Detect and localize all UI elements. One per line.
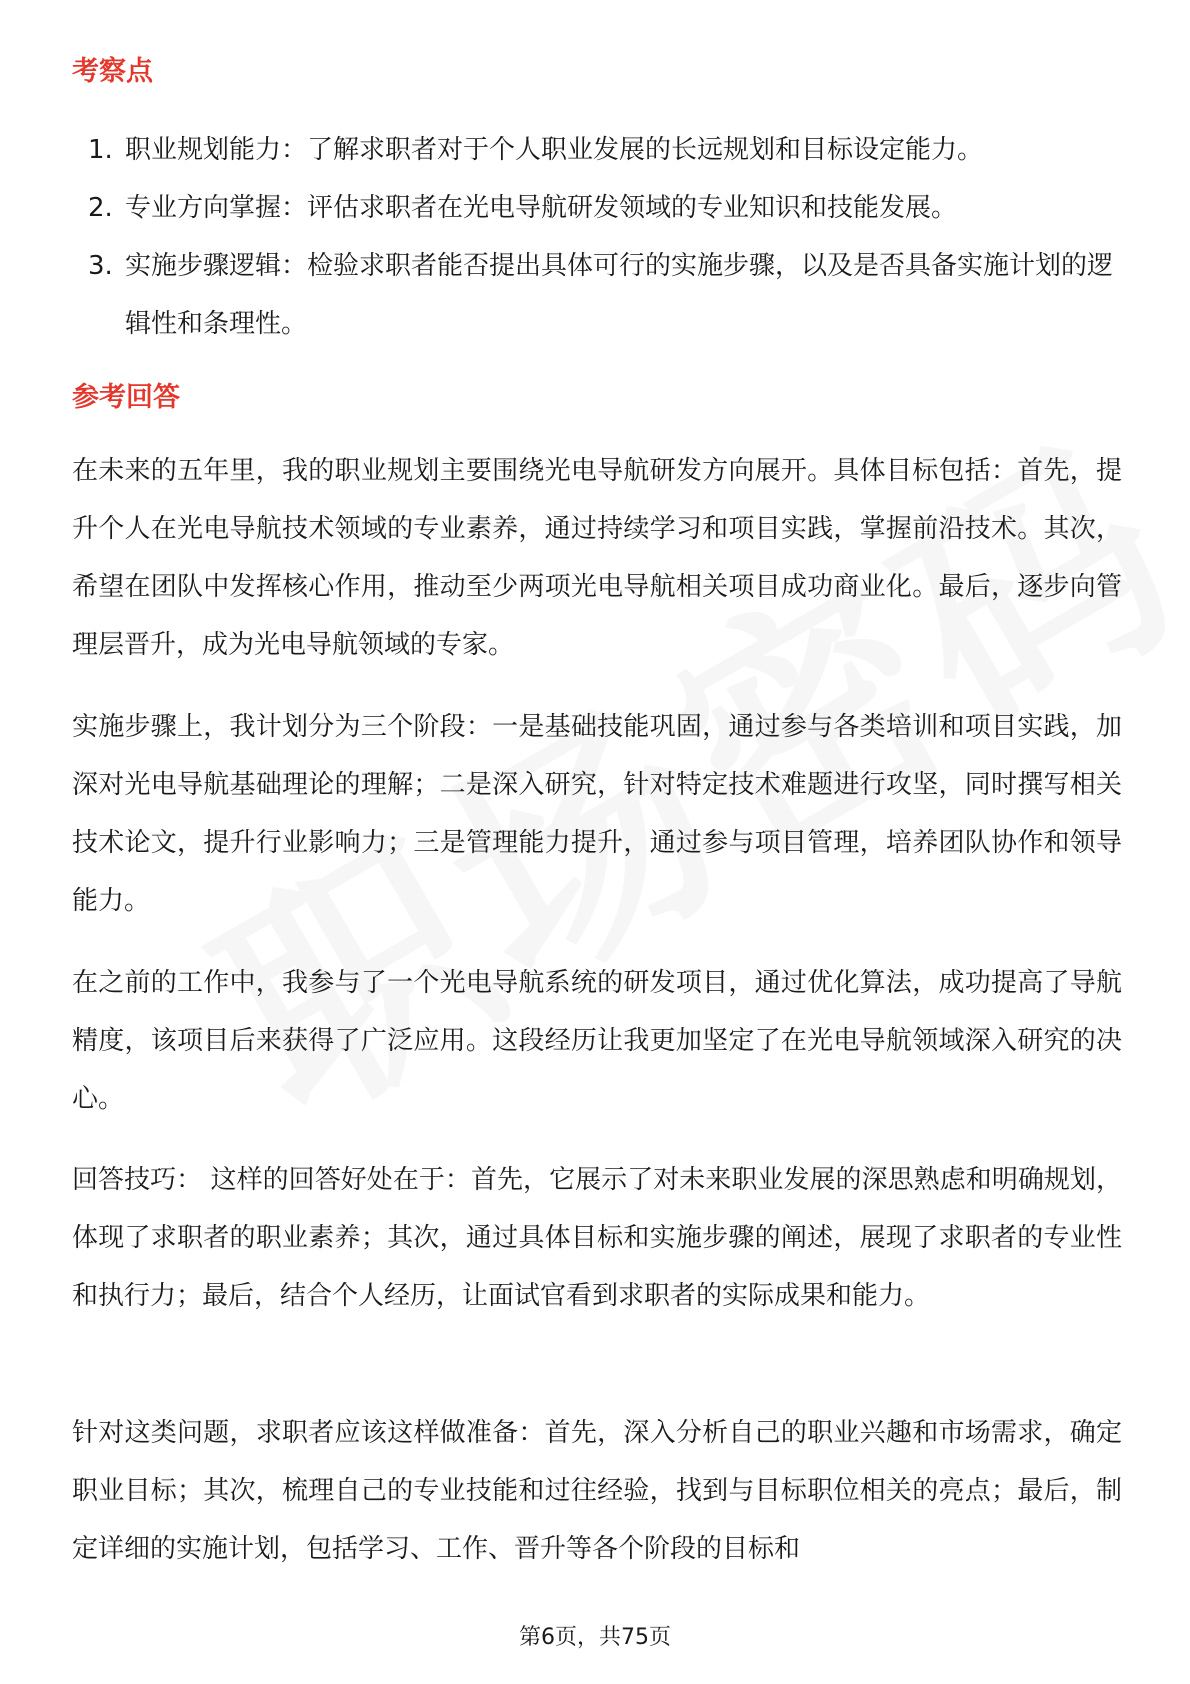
list-item-number: 3. [88, 251, 113, 281]
list-item-text: 专业方向掌握：评估求职者在光电导航研发领域的专业知识和技能发展。 [125, 193, 958, 223]
answer-paragraph: 在未来的五年里，我的职业规划主要围绕光电导航研发方向展开。具体目标包括：首先，提升个人在光电导航技术领域的专业素养，通过持续学习和项目实践，掌握前沿技术。其次，希望在团队中发挥核心作用，推动至少两项光电导航相关项目成功商业化。最后，逐步向管理层晋升，成为光电导航领域的专家。 [72, 456, 1122, 660]
section-title-examine: 考察点 [72, 56, 153, 87]
list-item-text: 实施步骤逻辑：检验求职者能否提出具体可行的实施步骤，以及是否具备实施计划的逻辑性和条理性。 [125, 251, 1114, 339]
list-item-number: 1. [88, 135, 113, 165]
tips-paragraph: 回答技巧： 这样的回答好处在于：首先，它展示了对未来职业发展的深思熟虑和明确规划，体现了求职者的职业素养；其次，通过具体目标和实施步骤的阐述，展现了求职者的专业性和执行力；最后，结合个人经历，让面试官看到求职者的实际成果和能力。 [72, 1165, 1122, 1311]
list-item-number: 2. [88, 193, 113, 223]
answer-paragraph: 实施步骤上，我计划分为三个阶段：一是基础技能巩固，通过参与各类培训和项目实践，加深对光电导航基础理论的理解；二是深入研究，针对特定技术难题进行攻坚，同时撰写相关技术论文，提升行业影响力；三是管理能力提升，通过参与项目管理，培养团队协作和领导能力。 [72, 712, 1122, 916]
examine-points-list [72, 121, 1122, 353]
page-number: 第6页，共75页 [519, 1625, 671, 1650]
list-item [72, 179, 1122, 237]
answer-paragraph: 在之前的工作中，我参与了一个光电导航系统的研发项目，通过优化算法，成功提高了导航精度，该项目后来获得了广泛应用。这段经历让我更加坚定了在光电导航领域深入研究的决心。 [72, 968, 1122, 1114]
list-item-text: 职业规划能力：了解求职者对于个人职业发展的长远规划和目标设定能力。 [125, 135, 984, 165]
preparation-paragraph: 针对这类问题，求职者应该这样做准备：首先，深入分析自己的职业兴趣和市场需求，确定职业目标；其次，梳理自己的专业技能和过往经验，找到与目标职位相关的亮点；最后，制定详细的实施计划，包括学习、工作、晋升等各个阶段的目标和 [72, 1418, 1122, 1564]
section-title-answer: 参考回答 [72, 382, 180, 413]
list-item [72, 121, 1122, 179]
list-item [72, 237, 1122, 353]
